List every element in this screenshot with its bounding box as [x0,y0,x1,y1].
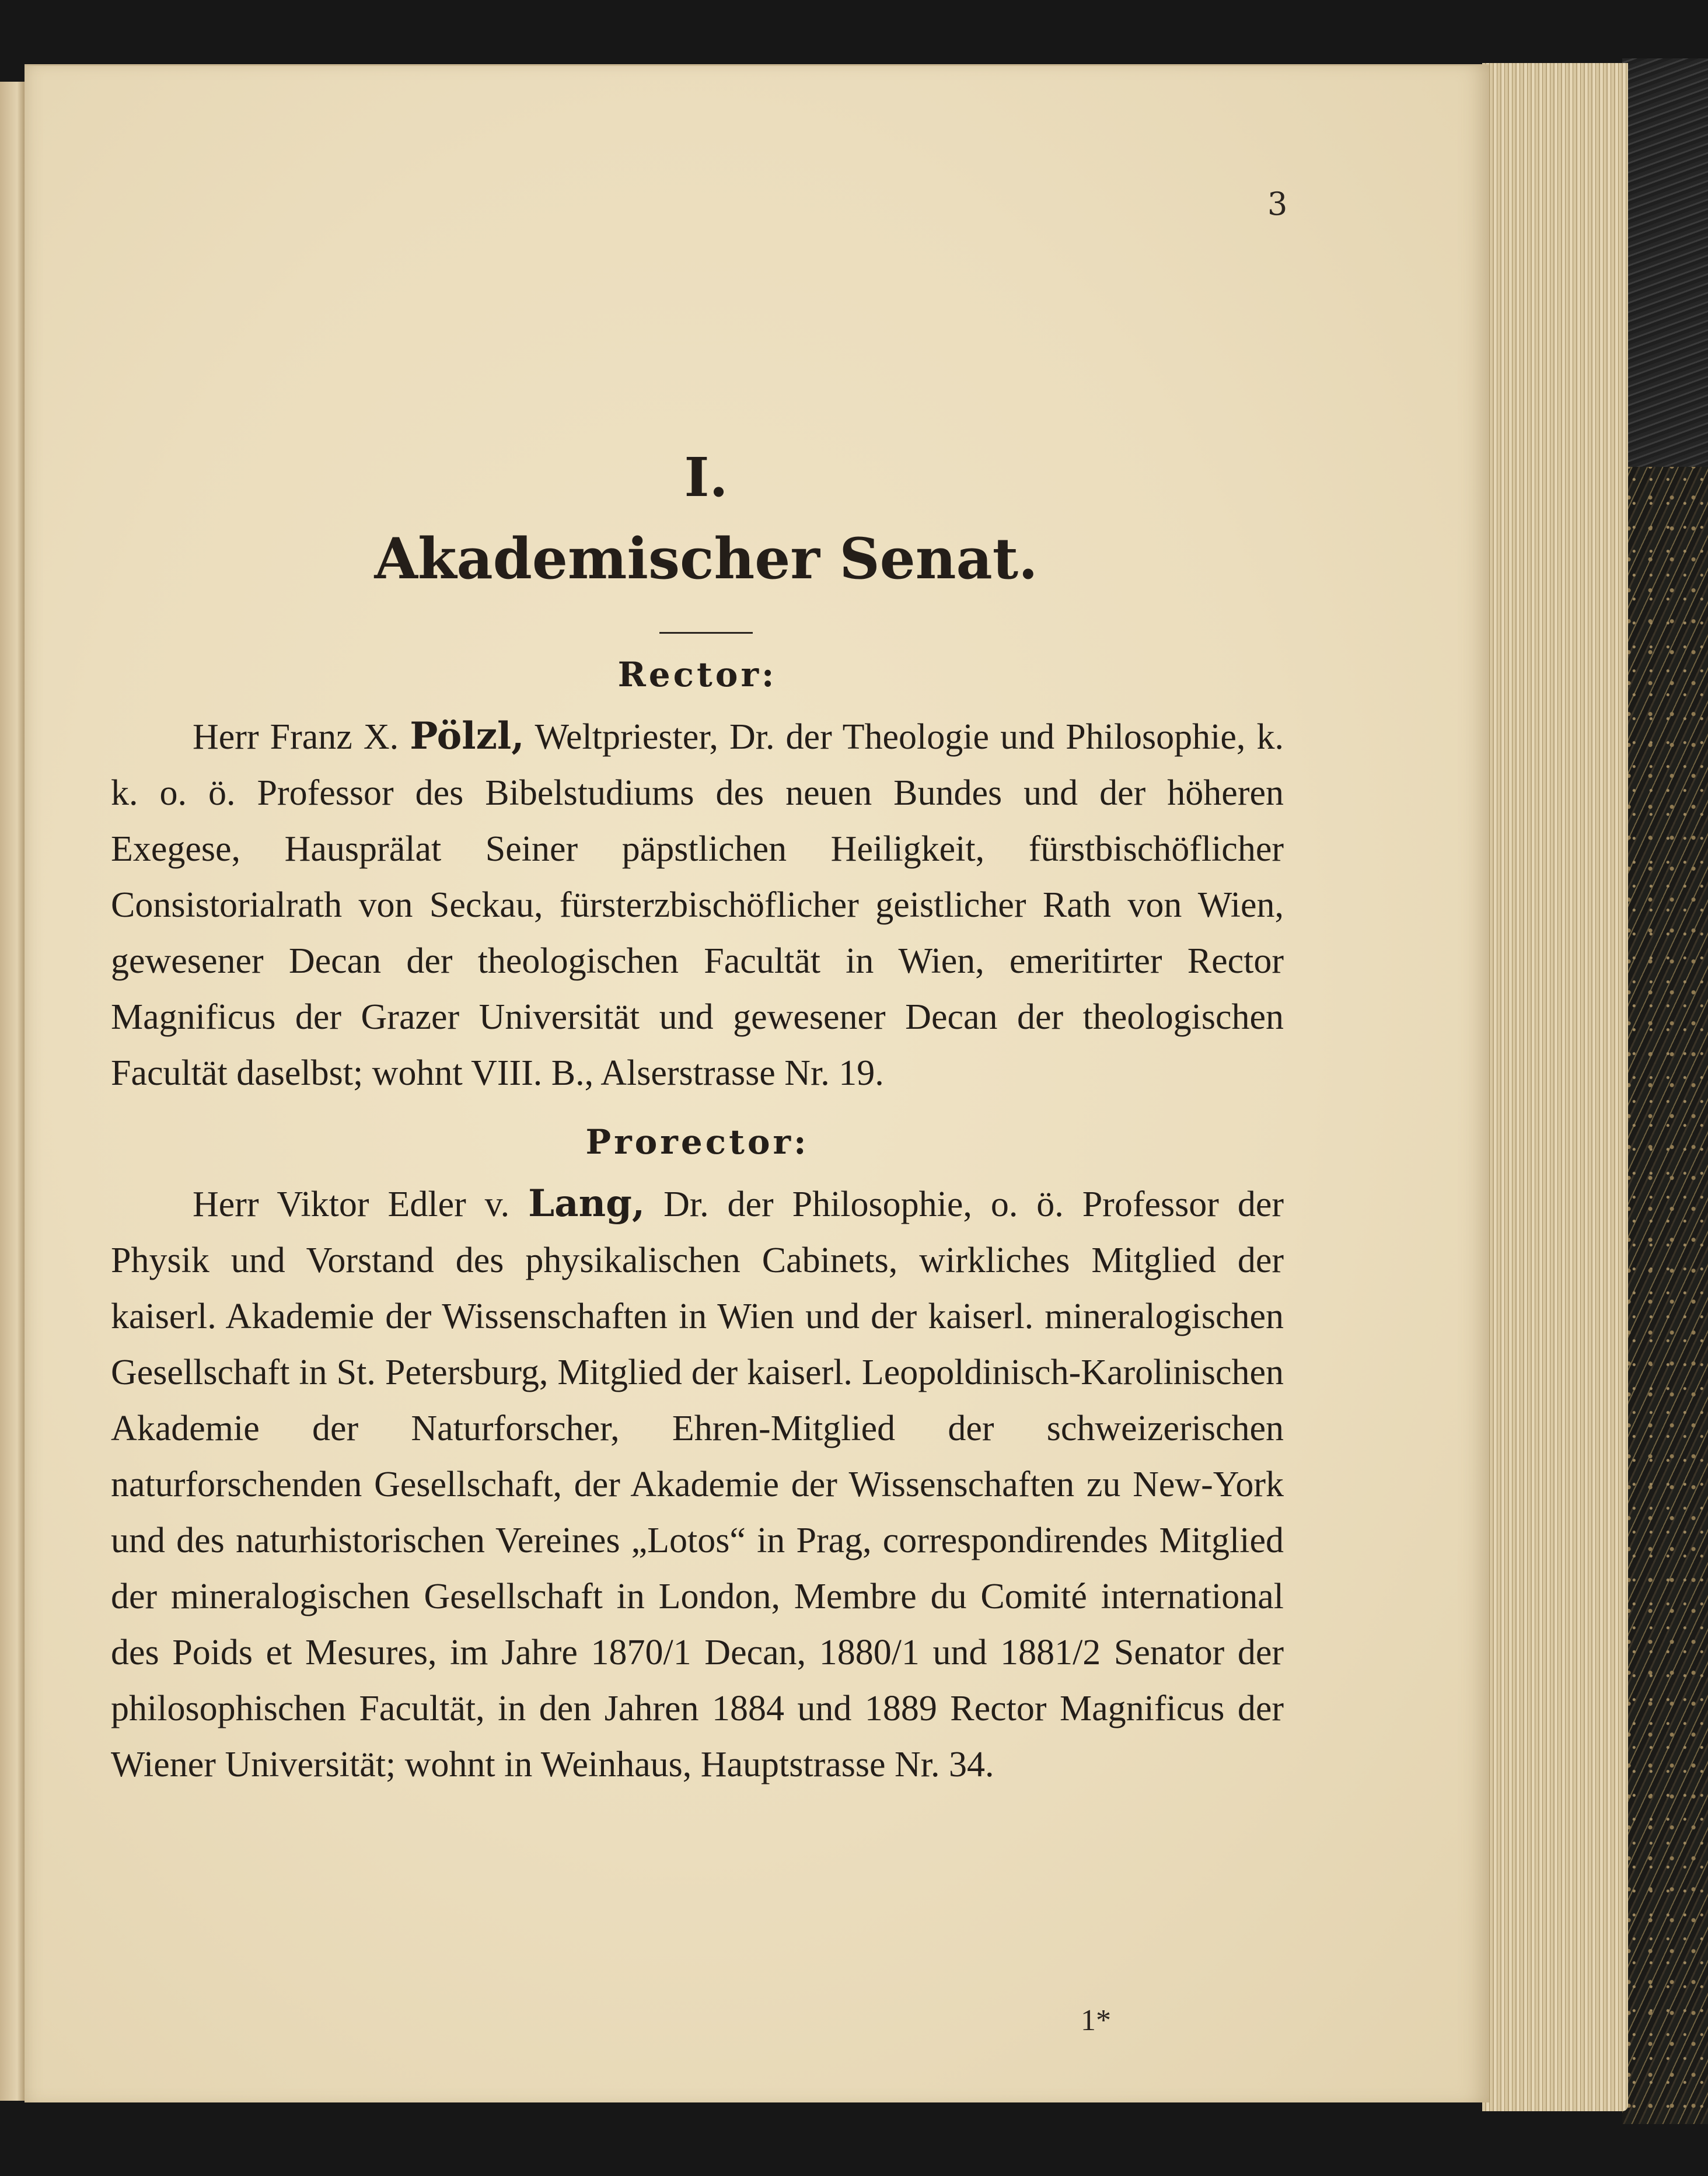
page-text-block [111,445,1284,1793]
entry-lead: Herr Viktor Edler v. [193,1185,510,1224]
stacked-page-edges [1482,63,1628,2111]
page-number: 3 [1267,186,1288,222]
title-rule-divider [659,632,753,634]
entry-text: Dr. der Philosophie, o. ö. Professor der Physik und Vorstand des physikalischen Cabinets, wirkliches Mitglied der kaiserl. Akademie der Wissenschaften in Wien und der kaiserl. mineralogischen Gesellschaft in St. Petersburg, Mitglied der kaiserl. Leopoldinisch-Karolinischen Akademie der Naturforscher, Ehren-Mitglied der schweizerischen naturforschenden Gesellschaft, der Akademie der Wissenschaften zu New-York und des naturhistorischen Vereines „Lotos“ in Prag, correspondirendes Mitglied der mineralogischen Gesellschaft in London, Membre du Comité international des Poids et Mesures, im Jahre 1870/1 Decan, 1880/1 und 1881/2 Senator der philosophischen Facultät, in den Jahren 1884 und 1889 Rector Magnificus der Wiener Universität; wohnt in Weinhaus, Hauptstrasse Nr. 34. [111,1185,1284,1784]
entry-surname: Pölzl, [410,714,525,758]
entry-rector [111,708,1284,1101]
page-title: Akademischer Senat. [374,526,1038,592]
cover-board-corner [1622,58,1708,467]
part-number: I. [684,446,728,509]
entry-prorector [111,1176,1284,1793]
signature-mark: 1* [1081,2004,1111,2037]
previous-page-edge [0,82,25,2101]
section-heading-rector: Rector: [617,655,777,694]
book-page [25,64,1489,2102]
entry-surname: Lang, [528,1182,645,1225]
entry-lead: Herr Franz X. [193,717,399,757]
entry-text: Weltpriester, Dr. der Theologie und Philosophie, k. k. o. ö. Professor des Bibelstudiums des neuen Bundes und der höheren Exegese, Hausprälat Seiner päpstlichen Heiligkeit, fürstbischöflicher Consistorialrath von Seckau, fürsterzbischöflicher geistlicher Rath von Wien, gewesener Decan der theologischen Facultät in Wien, emeritirter Rector Magnificus der Grazer Universität und gewesener Decan der theologischen Facultät daselbst; wohnt VIII. B., Alserstrasse Nr. 19. [111,717,1284,1093]
section-heading-prorector: Prorector: [585,1122,809,1162]
